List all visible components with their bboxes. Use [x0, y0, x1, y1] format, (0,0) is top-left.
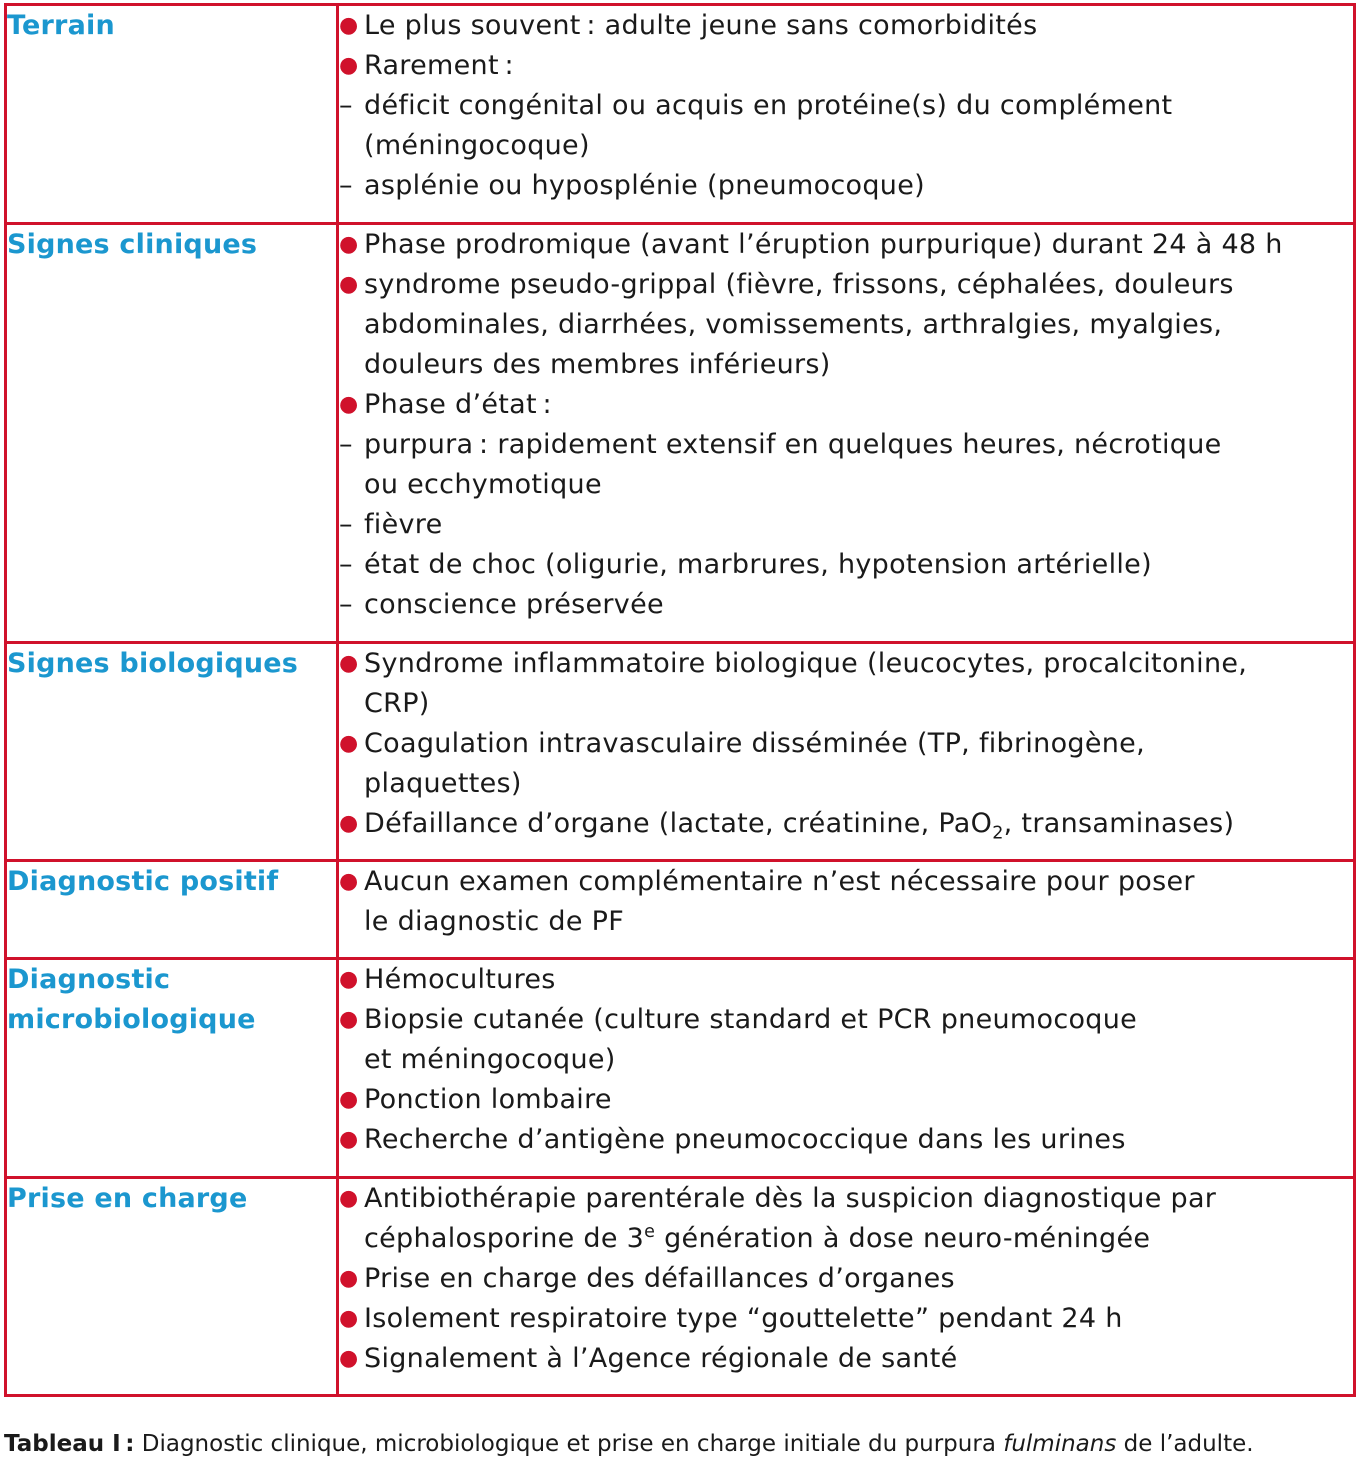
list-item: ● Aucun examen complémentaire n’est nécessaire pour poser [339, 862, 1353, 902]
bullet-icon: ● [339, 967, 359, 992]
list-item: – purpura : rapidement extensif en quelques heures, nécrotique [339, 425, 1353, 465]
bullet-icon: ● [339, 53, 359, 78]
table-row [6, 643, 1355, 861]
list-item-continuation: ou ecchymotique [364, 469, 602, 500]
list-item: ● syndrome pseudo-grippal (fièvre, frissons, céphalées, douleurs [339, 265, 1353, 305]
row-content-cell [338, 643, 1355, 861]
row-content-cell [338, 5, 1355, 224]
list-item-continuation: céphalosporine de 3e génération à dose neuro-méningée [364, 1222, 1151, 1254]
list-item-continuation: douleurs des membres inférieurs) [364, 349, 831, 380]
list-item-continuation: plaquettes) [364, 768, 522, 799]
row-label-cell [6, 5, 338, 224]
row-label-cell [6, 959, 338, 1178]
list-item-continuation: le diagnostic de PF [364, 906, 625, 937]
list-item: ● Isolement respiratoire type “gouttelette” pendant 24 h [339, 1299, 1353, 1339]
bullet-icon: ● [339, 1346, 359, 1371]
list-item: ● Syndrome inflammatoire biologique (leucocytes, procalcitonine, [339, 644, 1353, 684]
bullet-icon: ● [339, 869, 359, 894]
list-item: – asplénie ou hyposplénie (pneumocoque) [339, 166, 1353, 206]
row-label: Signes cliniques [7, 229, 258, 260]
dash-icon: – [339, 429, 353, 460]
row-label-cell [6, 224, 338, 643]
bullet-icon: ● [339, 651, 359, 676]
bullet-icon: ● [339, 1087, 359, 1112]
row-label: Diagnostic [7, 964, 171, 995]
list-item: – état de choc (oligurie, marbrures, hypotension artérielle) [339, 545, 1353, 585]
dash-icon: – [339, 549, 353, 580]
row-label-cell [6, 643, 338, 861]
bullet-icon: ● [339, 13, 359, 38]
list-item: – fièvre [339, 505, 1353, 545]
row-content-cell [338, 1178, 1355, 1396]
bullet-icon: ● [339, 1127, 359, 1152]
list-item: ● Coagulation intravasculaire disséminée (TP, fibrinogène, [339, 724, 1353, 764]
bullet-icon: ● [339, 1306, 359, 1331]
table-row [6, 861, 1355, 959]
table-caption [4, 1428, 1254, 1460]
list-item: ● Phase prodromique (avant l’éruption purpurique) durant 24 à 48 h [339, 225, 1353, 265]
summary-table [4, 3, 1356, 1397]
list-item: ● Antibiothérapie parentérale dès la suspicion diagnostique par [339, 1179, 1353, 1219]
caption-label: Tableau I : [4, 1431, 135, 1457]
bullet-icon: ● [339, 232, 359, 257]
list-item: ● Rarement : [339, 46, 1353, 86]
dash-icon: – [339, 589, 353, 620]
list-item: ● Prise en charge des défaillances d’organes [339, 1259, 1353, 1299]
row-content-cell [338, 959, 1355, 1178]
list-item-continuation: abdominales, diarrhées, vomissements, arthralgies, myalgies, [364, 309, 1223, 340]
list-item: ● Phase d’état : [339, 385, 1353, 425]
row-content-cell [338, 224, 1355, 643]
bullet-icon: ● [339, 811, 359, 836]
row-label: microbiologique [7, 1004, 256, 1035]
table-row [6, 1178, 1355, 1396]
list-item: ● Recherche d’antigène pneumococcique dans les urines [339, 1120, 1353, 1160]
bullet-icon: ● [339, 1266, 359, 1291]
bullet-icon: ● [339, 1186, 359, 1211]
list-item-continuation: et méningocoque) [364, 1044, 616, 1075]
list-item: ● Biopsie cutanée (culture standard et PCR pneumocoque [339, 1000, 1353, 1040]
table-row [6, 224, 1355, 643]
dash-icon: – [339, 170, 353, 201]
bullet-icon: ● [339, 1007, 359, 1032]
bullet-icon: ● [339, 272, 359, 297]
list-item-continuation: CRP) [364, 688, 430, 719]
caption-italic-text: fulminans [1003, 1431, 1117, 1457]
table-row [6, 959, 1355, 1178]
row-label: Terrain [7, 10, 115, 41]
row-label: Signes biologiques [7, 648, 299, 679]
list-item: – conscience préservée [339, 585, 1353, 625]
caption-text: Diagnostic clinique, microbiologique et prise en charge initiale du purpura [134, 1431, 1004, 1457]
table-row [6, 5, 1355, 224]
row-label-cell [6, 1178, 338, 1396]
row-label: Diagnostic positif [7, 866, 279, 897]
bullet-icon: ● [339, 392, 359, 417]
list-item-continuation: (méningocoque) [364, 130, 590, 161]
list-item: ● Hémocultures [339, 960, 1353, 1000]
list-item: ● Le plus souvent : adulte jeune sans comorbidités [339, 6, 1353, 46]
row-label: Prise en charge [7, 1183, 248, 1214]
row-label-cell [6, 861, 338, 959]
dash-icon: – [339, 90, 353, 121]
list-item: ● Défaillance d’organe (lactate, créatinine, PaO$_2$, transaminases) [339, 804, 1353, 844]
bullet-icon: ● [339, 731, 359, 756]
list-item: – déficit congénital ou acquis en protéine(s) du complément [339, 86, 1353, 126]
list-item: ● Ponction lombaire [339, 1080, 1353, 1120]
dash-icon: – [339, 509, 353, 540]
list-item: ● Signalement à l’Agence régionale de santé [339, 1339, 1353, 1379]
caption-text-end: de l’adulte. [1116, 1431, 1254, 1457]
row-content-cell [338, 861, 1355, 959]
